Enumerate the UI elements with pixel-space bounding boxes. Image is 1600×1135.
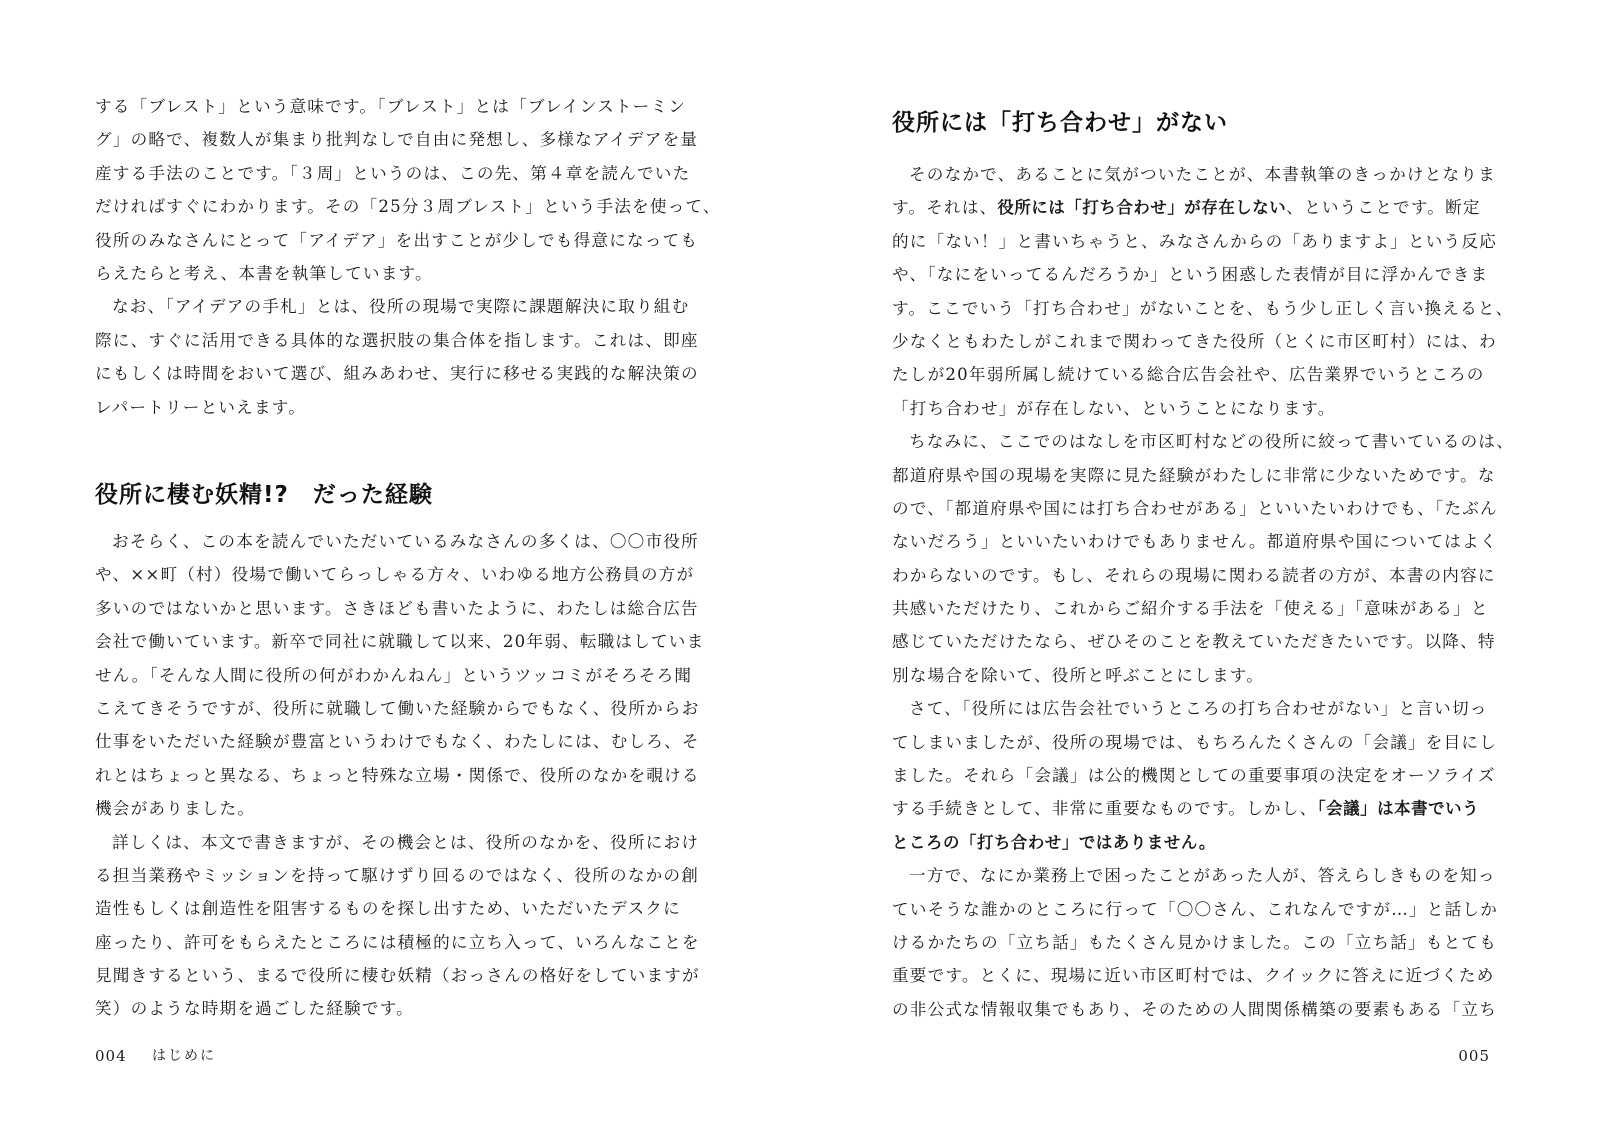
text-line [892, 826, 1492, 859]
text-line: 一方で、なにか業務上で困ったことがあった人が、答えらしきものを知っ [909, 866, 1496, 886]
text-line: ので、「都道府県や国には打ち合わせがある」といいたいわけでも、「たぶん [892, 498, 1498, 518]
text-line: せん。「そんな人間に役所の何がわかんねん」というツッコミがそろそろ聞 [95, 665, 693, 685]
text-line: そのなかで、あることに気がついたことが、本書執筆のきっかけとなりま [909, 165, 1496, 184]
emphasis-text: 役所には「打ち合わせ」が存在しない [997, 198, 1287, 218]
text-line: 多いのではないかと思います。さきほども書いたように、わたしは総合広告 [95, 598, 699, 618]
text-run: 、ということです。断定 [1286, 198, 1481, 218]
emphasis-text: 「会議」は本書でいう [1317, 799, 1480, 819]
text-line: レパートリーといえます。 [95, 397, 307, 417]
text-line: 機会がありました。 [95, 799, 256, 819]
text-line: だければすぐにわかります。その「25分３周ブレスト」という手法を使って、 [95, 197, 721, 217]
text-line: 会社で働いています。新卒で同社に就職して以来、20年弱、転職はしていま [95, 632, 705, 652]
text-line: する「ブレスト」という意味です。「ブレスト」とは「ブレインストーミン [95, 97, 687, 116]
text-line: 役所のみなさんにとって「アイデア」を出すことが少しでも得意になっても [95, 230, 699, 250]
page-number: 004 [95, 1047, 127, 1065]
text-line: す。ここでいう「打ち合わせ」がないことを、もう少し正しく言い換えると、 [892, 298, 1514, 318]
section-heading: 役所に棲む妖精!? だった経験 [95, 482, 433, 508]
text-line: ないだろう」といいたいわけでもありません。都道府県や国についてはよく [892, 532, 1498, 552]
text-line: 笑）のような時期を過ごした経験です。 [95, 999, 414, 1019]
text-line: わからないのです。もし、それらの現場に関わる読者の方が、本書の内容に [892, 565, 1496, 585]
text-line: けるかたちの「立ち話」もたくさん見かけました。この「立ち話」もとても [892, 932, 1497, 952]
text-line: 仕事をいただいた経験が豊富というわけでもなく、わたしには、むしろ、そ [95, 732, 700, 752]
text-line: 詳しくは、本文で書きますが、その機会とは、役所のなかを、役所におけ [112, 832, 700, 852]
text-line [892, 792, 1492, 825]
text-line: グ」の略で、複数人が集まり批判なしで自由に発想し、多様なアイデアを量 [95, 130, 699, 150]
text-line: ていそうな誰かのところに行って「〇〇さん、これなんですが…」と話しか [892, 899, 1498, 919]
text-line: たしが20年弱所属し続けている総合広告会社や、広告業界でいうところの [892, 365, 1485, 385]
text-line: 都道府県や国の現場を実際に見た経験がわたしに非常に少ないためです。な [892, 465, 1496, 485]
text-line: 重要です。とくに、現場に近い市区町村では、クイックに答えに近づくため [892, 966, 1495, 986]
left-body-intro [95, 90, 721, 424]
text-line: 造性もしくは創造性を阻害するものを探し出すため、いただいたデスクに [95, 899, 681, 919]
text-line: の非公式な情報収集でもあり、そのための人間関係構築の要素もある「立ち [892, 999, 1497, 1019]
text-line: なお、「アイデアの手札」とは、役所の現場で実際に課題解決に取り組む [112, 297, 690, 317]
text-line: 別な場合を除いて、役所と呼ぶことにします。 [892, 665, 1265, 685]
text-line: 際に、すぐに活用できる具体的な選択肢の集合体を指します。これは、即座 [95, 330, 699, 350]
text-line: 共感いただけたり、これからご紹介する手法を「使える」「意味がある」と [892, 599, 1489, 619]
text-run: す。それは、 [892, 198, 998, 218]
text-line: 産する手法のことです。「３周」というのは、この先、第４章を読んでいた [95, 163, 691, 183]
text-line: 少なくともわたしがこれまで関わってきた役所（とくに市区町村）には、わ [892, 331, 1497, 351]
text-line: ました。それら「会議」は公的機関としての重要事項の決定をオーソライズ [892, 766, 1496, 786]
text-line: こえてきそうですが、役所に就職して働いた経験からでもなく、役所からお [95, 698, 700, 718]
text-line: れとはちょっと異なる、ちょっと特殊な立場・関係で、役所のなかを覗ける [95, 765, 700, 785]
text-line: にもしくは時間をおいて選び、組みあわせ、実行に移せる実践的な解決策の [95, 364, 699, 384]
page-number: 005 [1458, 1047, 1490, 1065]
text-line: さて、「役所には広告会社でいうところの打ち合わせがない」と言い切っ [909, 699, 1488, 719]
text-line: る担当業務やミッションを持って駆けずり回るのではなく、役所のなかの創 [95, 865, 699, 885]
text-line: 座ったり、許可をもらえたところには積極的に立ち入って、いろんなことを [95, 932, 700, 952]
running-title: はじめに [152, 1048, 216, 1064]
text-line: ちなみに、ここでのはなしを市区町村などの役所に絞って書いているのは、 [909, 432, 1514, 452]
right-page [800, 0, 1600, 1135]
text-line: や、××町（村）役場で働いてらっしゃる方々、いわゆる地方公務員の方が [95, 565, 695, 585]
right-body [892, 158, 1514, 1026]
emphasis-text: ところの「打ち合わせ」ではありません。 [892, 832, 1216, 852]
text-line: てしまいましたが、役所の現場では、もちろんたくさんの「会議」を目にし [892, 732, 1497, 752]
section-heading: 役所には「打ち合わせ」がない [892, 110, 1228, 136]
left-body-section [95, 525, 705, 1026]
text-line: や、「なにをいってるんだろうか」という困惑した表情が目に浮かんできま [892, 265, 1489, 285]
text-line: らえたらと考え、本書を執筆しています。 [95, 263, 433, 283]
text-line: 「打ち合わせ」が存在しない、ということになります。 [892, 398, 1336, 418]
text-line: おそらく、この本を読んでいただいているみなさんの多くは、〇〇市役所 [112, 532, 699, 551]
text-line [892, 191, 1492, 224]
text-line: 的に「ない！」と書いちゃうと、みなさんからの「ありますよ」という反応 [892, 231, 1497, 251]
text-line: 見聞きするという、まるで役所に棲む妖精（おっさんの格好をしていますが [95, 966, 700, 986]
text-line: 感じていただけたなら、ぜひそのことを教えていただきたいです。以降、特 [892, 632, 1496, 652]
text-run: する手続きとして、非常に重要なものです。しかし、 [892, 799, 1318, 819]
